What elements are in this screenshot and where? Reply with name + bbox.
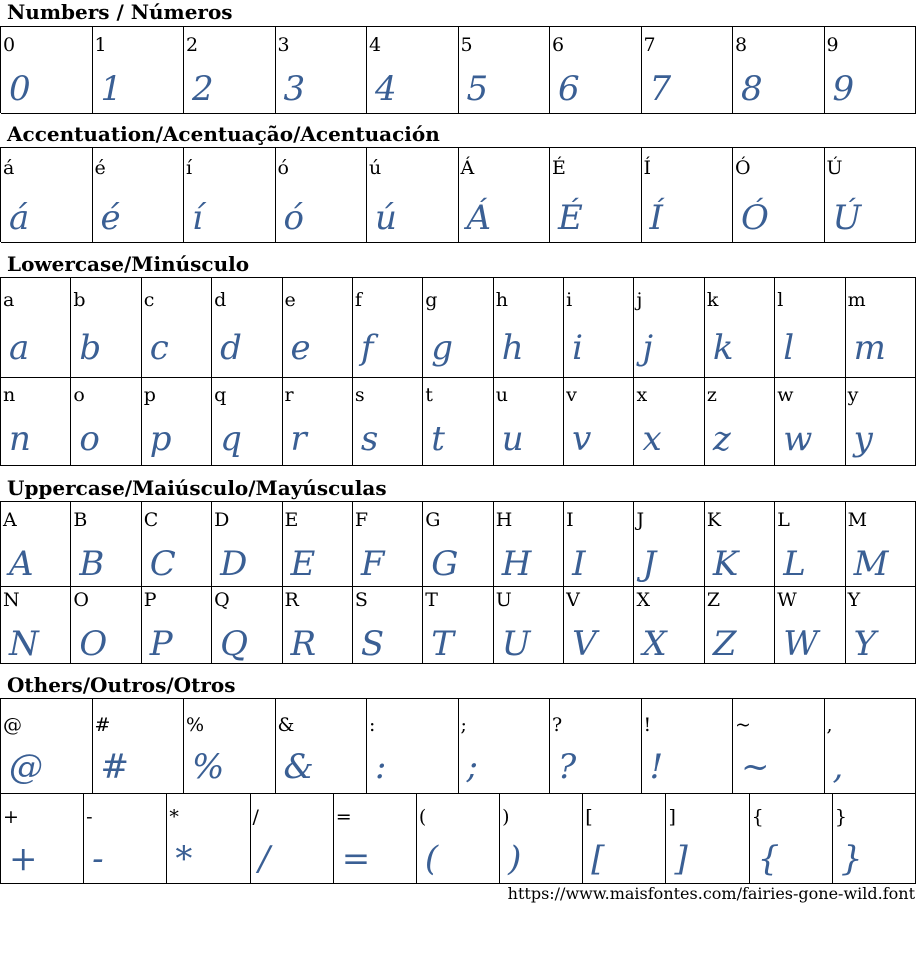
other-glyph-sample: , [832, 747, 844, 787]
lowercase-glyph-sample: c [149, 328, 169, 368]
number-label: 4 [369, 34, 382, 56]
other-label: } [834, 806, 847, 828]
other-label: ( [418, 806, 427, 828]
lowercase-label: j [636, 289, 643, 311]
uppercase-cell [1, 502, 71, 587]
number-cell [1, 27, 93, 114]
number-glyph-sample: 4 [375, 69, 397, 109]
uppercase-cell [846, 586, 916, 664]
lowercase-glyph-sample: q [220, 419, 242, 459]
uppercase-label: H [495, 509, 513, 531]
uppercase-label: T [425, 589, 438, 611]
other-cell [93, 699, 185, 794]
number-cell [367, 27, 459, 114]
lowercase-cell [634, 278, 704, 378]
uppercase-cell [634, 586, 704, 664]
other-glyph-sample: [ [591, 839, 605, 879]
other-cell [500, 793, 583, 884]
lowercase-label: m [847, 289, 866, 311]
accent-glyph-sample: é [100, 198, 121, 238]
lowercase-cell [705, 278, 775, 378]
accents-title: Accentuation/Acentuação/Acentuación [7, 122, 440, 146]
uppercase-glyph-sample: M [853, 544, 889, 584]
uppercase-cell [142, 586, 212, 664]
uppercase-label: S [354, 589, 368, 611]
accent-cell [642, 148, 734, 243]
uppercase-glyph-sample: Y [853, 624, 877, 664]
other-label: [ [585, 806, 593, 828]
uppercase-glyph-sample: D [220, 544, 248, 584]
uppercase-label: J [636, 509, 645, 531]
lowercase-glyph-sample: t [431, 419, 445, 459]
uppercase-cell [494, 586, 564, 664]
uppercase-label: E [284, 509, 299, 531]
lowercase-glyph-sample: z [712, 419, 731, 459]
number-label: 1 [94, 34, 107, 56]
other-glyph-sample: } [840, 839, 863, 879]
uppercase-glyph-sample: F [360, 544, 385, 584]
other-label: : [369, 714, 376, 736]
lowercase-cell [564, 377, 634, 466]
uppercase-glyph-sample: W [783, 624, 819, 664]
uppercase-label: A [3, 509, 17, 531]
lowercase-cell [353, 278, 423, 378]
lowercase-label: u [495, 384, 508, 406]
uppercase-title: Uppercase/Maiúsculo/Mayúsculas [7, 476, 387, 500]
uppercase-glyph-sample: Q [220, 624, 249, 664]
lowercase-label: c [143, 289, 155, 311]
uppercase-glyph-sample: O [79, 624, 108, 664]
uppercase-cell [283, 586, 353, 664]
uppercase-cell [775, 586, 845, 664]
lowercase-glyph-sample: u [501, 419, 524, 459]
number-cell [276, 27, 368, 114]
other-label: ~ [735, 714, 751, 736]
uppercase-cell [353, 502, 423, 587]
uppercase-glyph-sample: Z [712, 624, 737, 664]
other-glyph-sample: @ [9, 747, 43, 787]
lowercase-label: g [425, 289, 438, 311]
accent-label: á [3, 157, 15, 179]
lowercase-label: r [284, 384, 294, 406]
lowercase-label: a [3, 289, 15, 311]
lowercase-glyph-sample: w [783, 419, 813, 459]
other-glyph-sample: ( [424, 839, 439, 879]
number-glyph-sample: 5 [466, 69, 489, 109]
lowercase-cell [775, 377, 845, 466]
uppercase-label: W [777, 589, 797, 611]
other-glyph-sample: { [757, 839, 780, 879]
uppercase-cell [775, 502, 845, 587]
number-glyph-sample: 8 [741, 69, 763, 109]
other-label: # [94, 714, 111, 736]
other-label: = [335, 806, 352, 828]
lowercase-label: z [706, 384, 717, 406]
uppercase-glyph-sample: C [149, 544, 176, 584]
accent-label: ó [277, 157, 289, 179]
lowercase-cell [775, 278, 845, 378]
lowercase-label: t [425, 384, 433, 406]
other-cell [833, 793, 916, 884]
uppercase-label: P [143, 589, 157, 611]
uppercase-cell [564, 586, 634, 664]
accent-glyph-sample: í [192, 198, 203, 238]
other-label: , [826, 714, 833, 736]
uppercase-cell [423, 502, 493, 587]
lowercase-glyph-sample: n [9, 419, 31, 459]
number-label: 3 [277, 34, 290, 56]
footer-url: https://www.maisfontes.com/fairies-gone-wild.font [507, 884, 915, 903]
lowercase-cell [1, 278, 71, 378]
other-glyph-sample: * [175, 839, 193, 879]
accent-label: É [552, 157, 566, 179]
accent-cell [184, 148, 276, 243]
other-glyph-sample: ) [508, 839, 522, 879]
lowercase-label: e [284, 289, 296, 311]
lowercase-label: x [636, 384, 648, 406]
others-title: Others/Outros/Otros [7, 673, 236, 697]
lowercase-cell [71, 278, 141, 378]
lowercase-glyph-sample: l [783, 328, 795, 368]
other-label: + [3, 806, 19, 828]
other-cell [459, 699, 551, 794]
number-glyph-sample: 1 [100, 69, 123, 109]
other-cell [84, 793, 167, 884]
other-cell [1, 793, 84, 884]
lowercase-cell [142, 278, 212, 378]
number-glyph-sample: 9 [832, 69, 855, 109]
other-glyph-sample: & [283, 747, 314, 787]
accent-label: Á [460, 157, 475, 179]
number-glyph-sample: 2 [192, 69, 214, 109]
lowercase-cell [705, 377, 775, 466]
other-label: ; [460, 714, 467, 736]
lowercase-glyph-sample: v [572, 419, 592, 459]
uppercase-glyph-sample: V [572, 624, 597, 664]
uppercase-cell [423, 586, 493, 664]
lowercase-cell [846, 278, 916, 378]
uppercase-cell [71, 502, 141, 587]
number-glyph-sample: 3 [283, 69, 306, 109]
lowercase-label: v [566, 384, 577, 406]
uppercase-glyph-sample: K [712, 544, 739, 584]
uppercase-glyph-sample: E [290, 544, 316, 584]
other-cell [334, 793, 417, 884]
uppercase-label: L [777, 509, 790, 531]
number-glyph-sample: 6 [558, 69, 580, 109]
uppercase-cell [705, 586, 775, 664]
uppercase-glyph-sample: T [431, 624, 454, 664]
uppercase-glyph-sample: N [9, 624, 39, 664]
accent-glyph-sample: ó [283, 198, 304, 238]
lowercase-label: k [706, 289, 719, 311]
uppercase-label: M [847, 509, 868, 531]
uppercase-cell [212, 586, 282, 664]
uppercase-label: G [425, 509, 441, 531]
number-cell [733, 27, 825, 114]
uppercase-label: Y [847, 589, 861, 611]
number-label: 6 [552, 34, 565, 56]
uppercase-glyph-sample: U [501, 624, 531, 664]
uppercase-cell [142, 502, 212, 587]
other-label: ? [552, 714, 563, 736]
lowercase-label: l [777, 289, 784, 311]
uppercase-label: I [566, 509, 574, 531]
number-glyph-sample: 7 [649, 69, 672, 109]
lowercase-cell [494, 377, 564, 466]
uppercase-glyph-sample: R [290, 624, 317, 664]
lowercase-glyph-sample: x [642, 419, 662, 459]
other-glyph-sample: % [192, 747, 225, 787]
accent-label: Ú [826, 157, 843, 179]
lowercase-glyph-sample: f [360, 328, 374, 368]
other-label: & [277, 714, 295, 736]
number-label: 7 [643, 34, 656, 56]
other-glyph-sample: ~ [741, 747, 770, 787]
number-cell [550, 27, 642, 114]
other-glyph-sample: ] [674, 839, 688, 879]
lowercase-glyph-sample: k [712, 328, 734, 368]
uppercase-label: K [706, 509, 722, 531]
numbers-title: Numbers / Números [7, 0, 233, 24]
uppercase-cell [564, 502, 634, 587]
other-glyph-sample: / [258, 839, 270, 879]
number-label: 8 [735, 34, 748, 56]
other-glyph-sample: + [9, 839, 38, 879]
lowercase-grid [0, 277, 916, 466]
other-label: ! [643, 714, 652, 736]
accent-label: Í [643, 157, 652, 179]
lowercase-cell [1, 377, 71, 466]
lowercase-glyph-sample: h [501, 328, 524, 368]
uppercase-cell [283, 502, 353, 587]
accent-glyph-sample: É [558, 198, 583, 238]
accent-cell [93, 148, 185, 243]
lowercase-label: d [214, 289, 227, 311]
number-label: 5 [460, 34, 473, 56]
accent-label: í [186, 157, 193, 179]
other-label: @ [3, 714, 22, 736]
uppercase-glyph-sample: H [501, 544, 532, 584]
lowercase-label: o [73, 384, 85, 406]
accent-cell [367, 148, 459, 243]
uppercase-label: Z [706, 589, 721, 611]
lowercase-glyph-sample: j [642, 328, 653, 368]
uppercase-label: X [636, 589, 650, 611]
lowercase-glyph-sample: e [290, 328, 311, 368]
other-cell [825, 699, 916, 794]
accent-cell [276, 148, 368, 243]
lowercase-label: q [214, 384, 227, 406]
uppercase-grid [0, 501, 916, 664]
uppercase-glyph-sample: A [9, 544, 34, 584]
lowercase-cell [212, 377, 282, 466]
number-glyph-sample: 0 [9, 69, 31, 109]
accent-glyph-sample: ú [375, 198, 397, 238]
lowercase-cell [846, 377, 916, 466]
other-cell [417, 793, 500, 884]
other-cell [642, 699, 734, 794]
uppercase-label: O [73, 589, 89, 611]
uppercase-glyph-sample: L [783, 544, 806, 584]
accent-glyph-sample: Ú [832, 198, 862, 238]
lowercase-label: y [847, 384, 859, 406]
uppercase-label: C [143, 509, 159, 531]
lowercase-cell [564, 278, 634, 378]
lowercase-glyph-sample: s [360, 419, 379, 459]
uppercase-cell [212, 502, 282, 587]
other-label: ] [668, 806, 676, 828]
accent-glyph-sample: Ó [741, 198, 769, 238]
lowercase-glyph-sample: g [431, 328, 454, 368]
lowercase-glyph-sample: b [79, 328, 102, 368]
other-label: - [86, 806, 93, 828]
other-cell [550, 699, 642, 794]
lowercase-label: n [3, 384, 16, 406]
lowercase-title: Lowercase/Minúsculo [7, 252, 250, 276]
uppercase-cell [494, 502, 564, 587]
number-label: 2 [186, 34, 199, 56]
uppercase-glyph-sample: G [431, 544, 459, 584]
lowercase-cell [283, 377, 353, 466]
other-glyph-sample: # [100, 747, 129, 787]
lowercase-label: b [73, 289, 86, 311]
accent-label: Ó [735, 157, 751, 179]
uppercase-cell [1, 586, 71, 664]
lowercase-label: f [354, 289, 362, 311]
uppercase-cell [353, 586, 423, 664]
other-cell [1, 699, 93, 794]
lowercase-glyph-sample: d [220, 328, 242, 368]
other-label: / [252, 806, 259, 828]
uppercase-label: U [495, 589, 512, 611]
lowercase-cell [212, 278, 282, 378]
other-cell [251, 793, 334, 884]
uppercase-glyph-sample: S [360, 624, 385, 664]
other-glyph-sample: ! [649, 747, 664, 787]
accents-grid [0, 147, 916, 242]
uppercase-cell [634, 502, 704, 587]
lowercase-label: i [566, 289, 573, 311]
uppercase-label: F [354, 509, 369, 531]
uppercase-glyph-sample: I [572, 544, 586, 584]
number-cell [459, 27, 551, 114]
accent-cell [733, 148, 825, 243]
lowercase-cell [423, 278, 493, 378]
lowercase-glyph-sample: m [853, 328, 886, 368]
other-glyph-sample: ; [466, 747, 478, 787]
lowercase-glyph-sample: o [79, 419, 100, 459]
lowercase-cell [142, 377, 212, 466]
lowercase-cell [71, 377, 141, 466]
number-cell [184, 27, 276, 114]
lowercase-cell [353, 377, 423, 466]
accent-cell [550, 148, 642, 243]
lowercase-glyph-sample: p [149, 419, 172, 459]
accent-label: é [94, 157, 106, 179]
uppercase-label: V [566, 589, 580, 611]
number-cell [825, 27, 916, 114]
lowercase-cell [634, 377, 704, 466]
accent-cell [459, 148, 551, 243]
numbers-grid [0, 26, 916, 113]
other-cell [583, 793, 666, 884]
uppercase-glyph-sample: X [642, 624, 667, 664]
other-label: * [169, 806, 179, 828]
other-glyph-sample: : [375, 747, 387, 787]
accent-label: ú [369, 157, 382, 179]
lowercase-glyph-sample: y [853, 419, 873, 459]
accent-glyph-sample: Á [466, 198, 492, 238]
lowercase-cell [494, 278, 564, 378]
other-cell [666, 793, 749, 884]
other-cell [167, 793, 250, 884]
other-cell [750, 793, 833, 884]
uppercase-label: R [284, 589, 299, 611]
accent-glyph-sample: Í [649, 198, 663, 238]
other-cell [184, 699, 276, 794]
uppercase-label: N [3, 589, 20, 611]
uppercase-glyph-sample: B [79, 544, 105, 584]
lowercase-label: w [777, 384, 794, 406]
other-label: % [186, 714, 205, 736]
other-cell [733, 699, 825, 794]
lowercase-cell [283, 278, 353, 378]
lowercase-glyph-sample: a [9, 328, 30, 368]
uppercase-glyph-sample: J [642, 544, 657, 584]
others-grid [0, 698, 916, 884]
accent-cell [825, 148, 916, 243]
uppercase-label: B [73, 509, 88, 531]
other-glyph-sample: - [92, 839, 104, 879]
number-cell [93, 27, 185, 114]
other-label: ) [502, 806, 510, 828]
uppercase-cell [705, 502, 775, 587]
uppercase-label: D [214, 509, 230, 531]
lowercase-glyph-sample: i [572, 328, 583, 368]
other-cell [276, 699, 368, 794]
other-glyph-sample: ? [558, 747, 577, 787]
other-cell [367, 699, 459, 794]
uppercase-cell [71, 586, 141, 664]
lowercase-cell [423, 377, 493, 466]
accent-cell [1, 148, 93, 243]
number-cell [642, 27, 734, 114]
uppercase-cell [846, 502, 916, 587]
number-label: 0 [3, 34, 16, 56]
accent-glyph-sample: á [9, 198, 30, 238]
lowercase-label: p [143, 384, 156, 406]
number-label: 9 [826, 34, 839, 56]
uppercase-glyph-sample: P [149, 624, 173, 664]
lowercase-label: s [354, 384, 365, 406]
other-glyph-sample: = [341, 839, 371, 879]
lowercase-glyph-sample: r [290, 419, 307, 459]
lowercase-label: h [495, 289, 508, 311]
uppercase-label: Q [214, 589, 230, 611]
other-label: { [751, 806, 764, 828]
